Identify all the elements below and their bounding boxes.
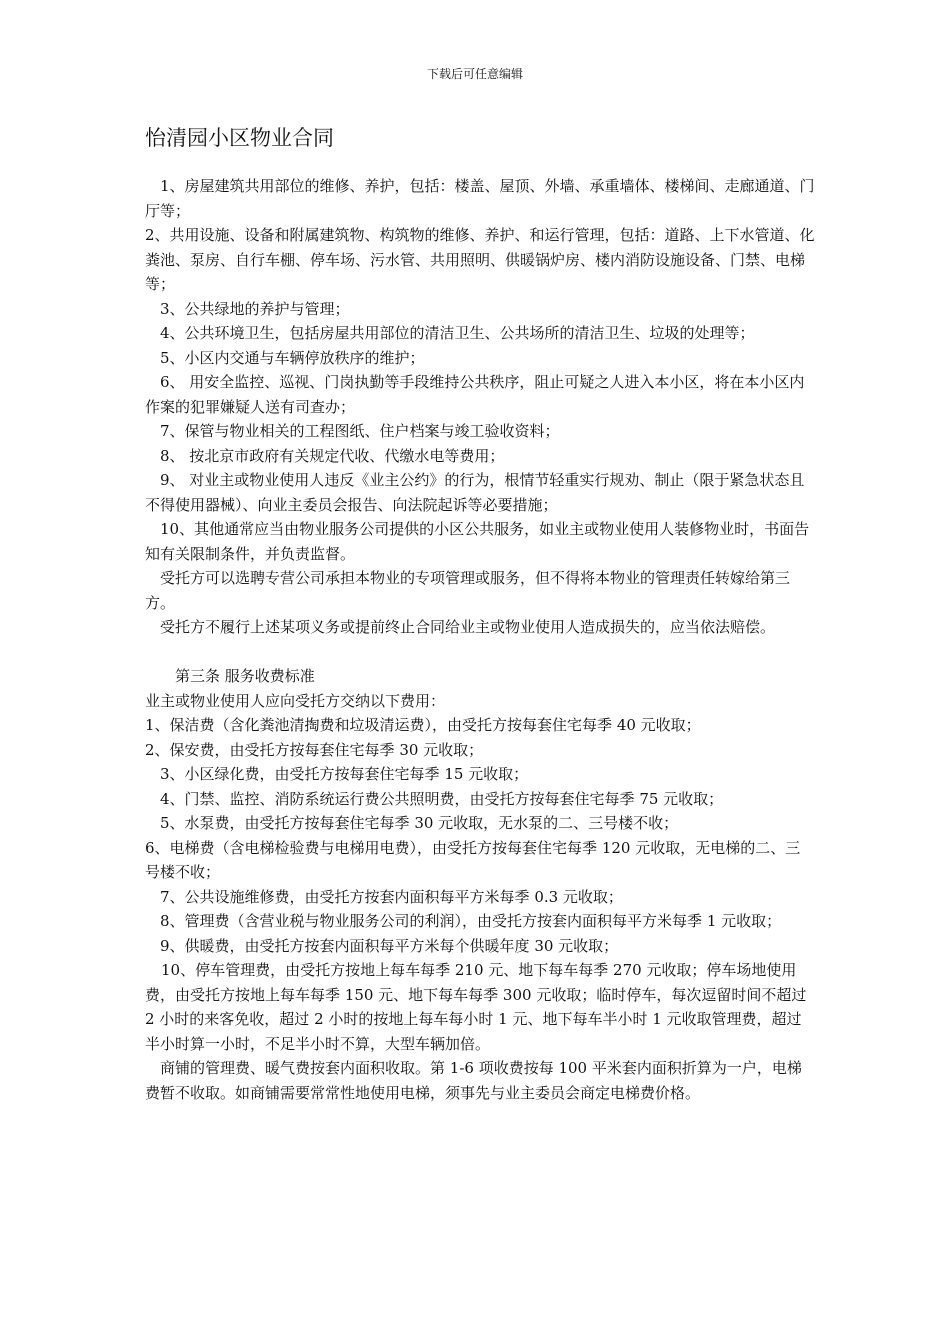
fees-intro: 业主或物业使用人应向受托方交纳以下费用： [145,691,446,710]
fee-item-5: 5、水泵费，由受托方按每套住宅每季 30 元收取，无水泵的二、三号楼不收； [160,814,679,832]
paragraph-item-6: 6、 用安全监控、巡视、门岗执勤等手段维持公共秩序，阻止可疑之人进入本小区，将在本小区内作案的犯罪嫌疑人送有司查办； [145,373,805,416]
paragraph-item-10: 10、其他通常应当由物业服务公司提供的小区公共服务，如业主或物业使用人装修物业时，书面告知有关限制条件，并负责监督。 [145,520,810,563]
fee-item-2: 2、保安费，由受托方按每套住宅每季 30 元收取； [145,740,484,759]
paragraph-item-2: 2、共用设施、设备和附属建筑物、构筑物的维修、养护、和运行管理，包括：道路、上下水管道、化粪池、泵房、自行车棚、停车场、污水管、共用照明、供暖锅炉房、楼内消防设施设备、门禁、电梯等； [145,226,815,293]
fee-item-7: 7、公共设施维修费，由受托方按套内面积每平方米每季 0.3 元收取； [160,887,623,906]
fee-item-6: 6、电梯费（含电梯检验费与电梯用电费），由受托方按每套住宅每季 120 元收取，无电梯的二、三号楼不收； [145,838,801,881]
fee-item-3: 3、小区绿化费，由受托方按每套住宅每季 15 元收取； [160,765,529,783]
paragraph-item-7: 7、保管与物业相关的工程图纸、住户档案与竣工验收资料； [160,422,560,440]
paragraph-item-1: 1、房屋建筑共用部位的维修、养护，包括：楼盖、屋顶、外墙、承重墙体、楼梯间、走廊通道、门厅等； [145,177,815,220]
document-body [145,174,815,1105]
fee-item-8: 8、管理费（含营业税与物业服务公司的利润），由受托方按套内面积每平方米每季 1 元收取； [160,912,782,930]
blank-line [145,640,815,665]
paragraph-item-8: 8、 按北京市政府有关规定代收、代缴水电等费用； [160,446,505,465]
fee-item-4: 4、门禁、监控、消防系统运行费公共照明费，由受托方按每套住宅每季 75 元收取； [160,789,724,808]
document-title: 怡清园小区物业合同 [145,126,334,150]
paragraph-subcontract: 受托方可以选聘专营公司承担本物业的专项管理或服务，但不得将本物业的管理责任转嫁给第三方。 [145,569,791,612]
fee-item-10: 10、停车管理费，由受托方按地上每车每季 210 元、地下每车每季 270 元收取；停车场地使用费，由受托方按地上每车每季 150 元、地下每车每季 300 元收取；临时停车，每次逗留时间不超过 2 小时的来客免收，超过 2 小时的按地上每车每小时 1 元、地下每车半小时 1 元收取管理费，超过半小时算一小时，不足半小时不算，大型车辆加倍。 [145,961,807,1053]
paragraph-item-3: 3、公共绿地的养护与管理； [160,299,350,318]
fee-item-9: 9、供暖费，由受托方按套内面积每平方米每个供暖年度 30 元收取； [160,936,619,955]
page-header-note: 下载后可任意编辑 [426,67,523,81]
section-heading-fees: 第三条 服务收费标准 [175,667,315,685]
fee-item-1: 1、保洁费（含化粪池清掏费和垃圾清运费），由受托方按每套住宅每季 40 元收取； [145,716,701,734]
paragraph-item-5: 5、小区内交通与车辆停放秩序的维护； [160,348,425,367]
paragraph-item-4: 4、公共环境卫生，包括房屋共用部位的清洁卫生、公共场所的清洁卫生、垃圾的处理等； [160,324,755,342]
paragraph-item-9: 9、 对业主或物业使用人违反《业主公约》的行为，根情节轻重实行规劝、制止（限于紧急状态且不得使用器械）、向业主委员会报告、向法院起诉等必要措施； [145,471,805,514]
paragraph-compensation: 受托方不履行上述某项义务或提前终止合同给业主或物业使用人造成损失的，应当依法赔偿。 [160,618,776,636]
paragraph-shops: 商铺的管理费、暖气费按套内面积收取。第 1-6 项收费按每 100 平米套内面积折算为一户，电梯费暂不收取。如商铺需要常常性地使用电梯，须事先与业主委员会商定电梯费价格。 [145,1059,802,1102]
